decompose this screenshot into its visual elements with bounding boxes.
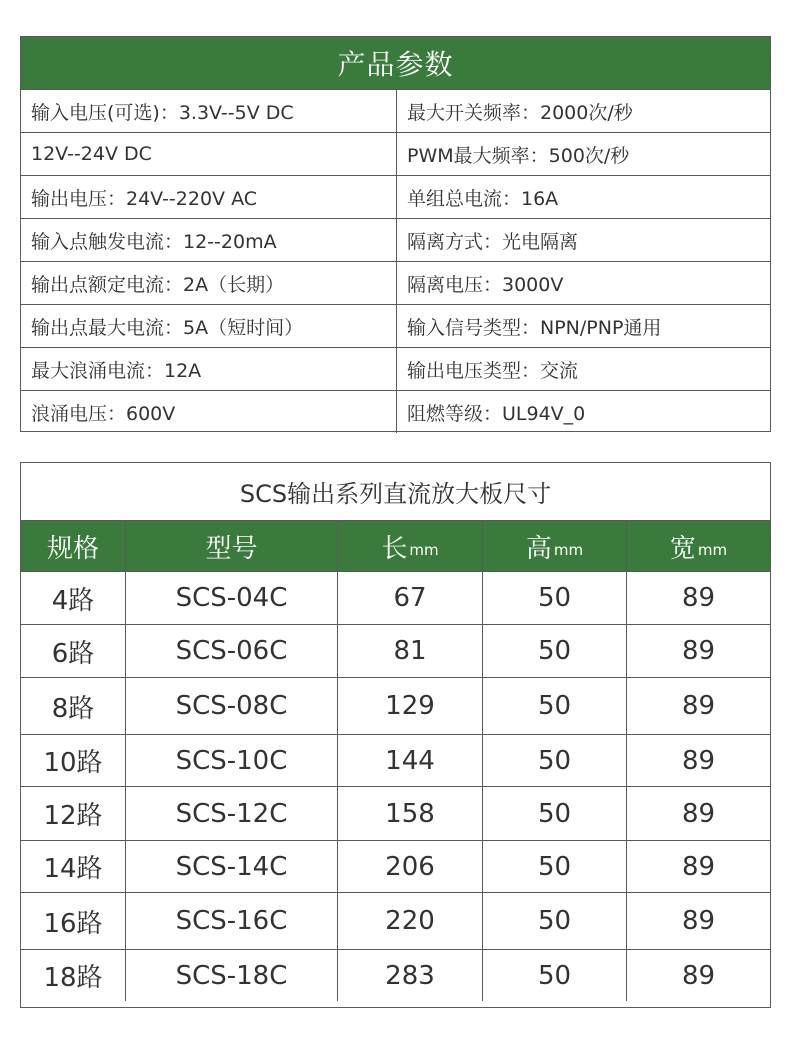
length-cell: 144 xyxy=(338,735,483,786)
header-unit: mm xyxy=(697,541,728,559)
width-cell: 89 xyxy=(681,798,716,829)
header-label: 型号 xyxy=(205,533,258,564)
size-table xyxy=(20,462,771,1008)
params-row xyxy=(21,262,770,305)
spec-cell: 8路 xyxy=(21,678,126,734)
table-row xyxy=(21,949,770,1001)
params-row xyxy=(21,176,770,219)
param-cell: 12V--24V DC xyxy=(21,133,397,175)
table-row xyxy=(21,786,770,840)
header-height xyxy=(483,521,627,571)
param-cell: 输出点额定电流：2A（长期） xyxy=(21,262,397,304)
header-label: 规格 xyxy=(46,533,99,564)
size-table-body xyxy=(21,571,770,1001)
width-cell: 89 xyxy=(681,851,716,882)
param-cell: 浪涌电压：600V xyxy=(21,391,397,433)
model-cell: SCS-12C xyxy=(126,787,338,840)
table-row xyxy=(21,624,770,677)
params-row xyxy=(21,90,770,133)
width-cell: 89 xyxy=(681,960,716,991)
model-cell: SCS-10C xyxy=(126,735,338,786)
length-cell: 129 xyxy=(338,678,483,734)
header-label: 长 xyxy=(381,533,408,564)
spec-cell: 10路 xyxy=(21,735,126,786)
spec-cell: 12路 xyxy=(21,787,126,840)
model-cell: SCS-08C xyxy=(126,678,338,734)
param-cell: 输出电压类型：交流 xyxy=(407,359,579,382)
table-row xyxy=(21,571,770,624)
model-cell: SCS-04C xyxy=(126,572,338,624)
height-cell: 50 xyxy=(483,893,627,949)
width-cell: 89 xyxy=(681,691,716,721)
width-cell: 89 xyxy=(681,636,716,666)
width-cell: 89 xyxy=(681,745,716,776)
model-cell: SCS-14C xyxy=(126,841,338,892)
param-cell: 最大浪涌电流：12A xyxy=(21,348,397,390)
model-cell: SCS-06C xyxy=(126,625,338,677)
length-cell: 81 xyxy=(338,625,483,677)
length-cell: 67 xyxy=(338,572,483,624)
param-cell: 输出点最大电流：5A（短时间） xyxy=(21,305,397,347)
spec-cell: 16路 xyxy=(21,893,126,949)
width-cell: 89 xyxy=(681,583,716,613)
param-cell: 输入电压(可选)：3.3V--5V DC xyxy=(21,90,397,132)
param-cell: 输入信号类型：NPN/PNP通用 xyxy=(407,316,662,339)
param-cell: PWM最大频率：500次/秒 xyxy=(407,144,630,167)
height-cell: 50 xyxy=(483,625,627,677)
header-unit: mm xyxy=(409,541,439,559)
length-cell: 220 xyxy=(338,893,483,949)
length-cell: 158 xyxy=(338,787,483,840)
model-cell: SCS-16C xyxy=(126,893,338,949)
spec-cell: 4路 xyxy=(21,572,126,624)
header-length xyxy=(338,521,483,571)
height-cell: 50 xyxy=(483,572,627,624)
header-label: 高 xyxy=(525,533,552,564)
param-cell: 单组总电流：16A xyxy=(407,187,559,210)
param-cell: 阻燃等级：UL94V_0 xyxy=(407,402,586,425)
size-table-header xyxy=(21,521,770,571)
length-cell: 206 xyxy=(338,841,483,892)
height-cell: 50 xyxy=(483,678,627,734)
height-cell: 50 xyxy=(483,735,627,786)
params-row xyxy=(21,133,770,176)
param-cell: 输出电压：24V--220V AC xyxy=(21,176,397,218)
spec-cell: 14路 xyxy=(21,841,126,892)
height-cell: 50 xyxy=(483,841,627,892)
param-cell: 隔离电压：3000V xyxy=(407,273,564,296)
params-row xyxy=(21,305,770,348)
params-title: 产品参数 xyxy=(21,37,770,90)
header-unit: mm xyxy=(553,541,584,559)
product-params-table xyxy=(20,36,771,432)
width-cell: 89 xyxy=(681,906,716,936)
param-cell: 隔离方式：光电隔离 xyxy=(407,230,579,253)
table-row xyxy=(21,892,770,949)
param-cell: 输入点触发电流：12--20mA xyxy=(21,219,397,261)
table-row xyxy=(21,677,770,734)
table-row xyxy=(21,840,770,892)
header-model xyxy=(126,521,338,571)
header-label: 宽 xyxy=(669,533,696,564)
header-spec xyxy=(21,521,126,571)
table-row xyxy=(21,734,770,786)
header-width xyxy=(627,521,770,571)
size-table-caption: SCS输出系列直流放大板尺寸 xyxy=(21,463,770,521)
spec-cell: 18路 xyxy=(21,950,126,1001)
param-cell: 最大开关频率：2000次/秒 xyxy=(407,101,633,124)
height-cell: 50 xyxy=(483,950,627,1001)
spec-cell: 6路 xyxy=(21,625,126,677)
params-row xyxy=(21,219,770,262)
params-row xyxy=(21,348,770,391)
model-cell: SCS-18C xyxy=(126,950,338,1001)
params-row xyxy=(21,391,770,433)
height-cell: 50 xyxy=(483,787,627,840)
length-cell: 283 xyxy=(338,950,483,1001)
